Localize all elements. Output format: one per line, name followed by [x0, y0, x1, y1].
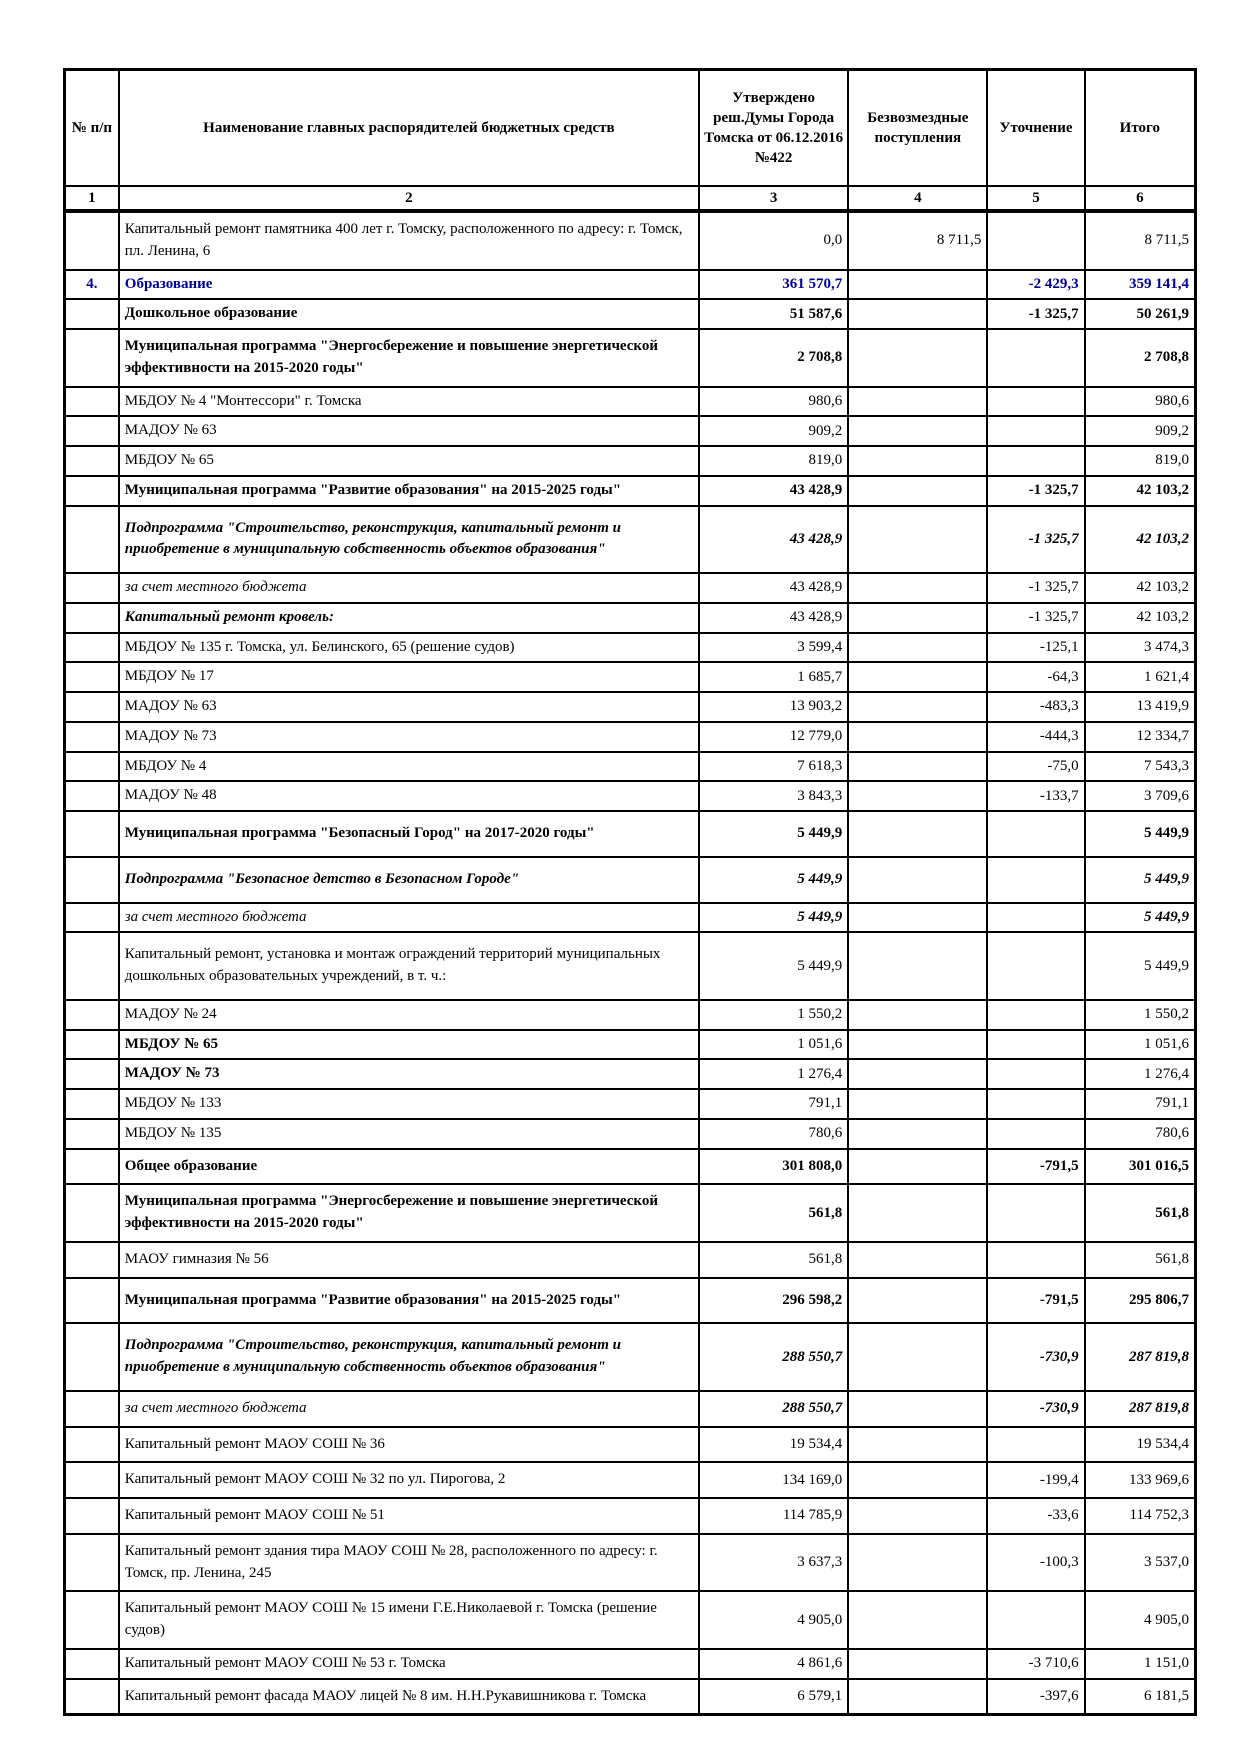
row-name-cell: Капитальный ремонт, установка и монтаж ограждений территорий муниципальных дошкольных образовательных учреждений, в т. ч.: [119, 932, 699, 1000]
table-row [65, 387, 1196, 417]
adjustment-value-cell [987, 416, 1084, 446]
total-value-cell: 1 621,4 [1085, 662, 1196, 692]
row-number-cell [65, 1679, 119, 1715]
adjustment-value-cell: -1 325,7 [987, 506, 1084, 574]
row-number-cell [65, 416, 119, 446]
total-value-cell: 1 276,4 [1085, 1059, 1196, 1089]
header-col-adjustment: Уточнение [987, 70, 1084, 187]
total-value-cell: 114 752,3 [1085, 1498, 1196, 1534]
gratuitous-value-cell [848, 692, 987, 722]
approved-value-cell: 6 579,1 [699, 1679, 848, 1715]
row-number-cell [65, 1089, 119, 1119]
approved-value-cell: 43 428,9 [699, 506, 848, 574]
total-value-cell: 42 103,2 [1085, 476, 1196, 506]
approved-value-cell: 3 599,4 [699, 633, 848, 663]
gratuitous-value-cell [848, 722, 987, 752]
table-row [65, 857, 1196, 903]
approved-value-cell: 1 685,7 [699, 662, 848, 692]
table-row [65, 1000, 1196, 1030]
approved-value-cell: 2 708,8 [699, 329, 848, 387]
gratuitous-value-cell: 8 711,5 [848, 211, 987, 270]
column-number-2: 2 [119, 186, 699, 211]
table-row [65, 903, 1196, 933]
total-value-cell: 50 261,9 [1085, 299, 1196, 329]
gratuitous-value-cell [848, 1000, 987, 1030]
table-row [65, 446, 1196, 476]
adjustment-value-cell [987, 211, 1084, 270]
total-value-cell: 7 543,3 [1085, 752, 1196, 782]
row-number-cell [65, 1427, 119, 1463]
row-name-cell: Капитальный ремонт МАОУ СОШ № 32 по ул. Пирогова, 2 [119, 1462, 699, 1498]
adjustment-value-cell [987, 1119, 1084, 1149]
adjustment-value-cell [987, 1591, 1084, 1649]
table-row [65, 603, 1196, 633]
approved-value-cell: 288 550,7 [699, 1323, 848, 1391]
total-value-cell: 561,8 [1085, 1242, 1196, 1278]
gratuitous-value-cell [848, 1391, 987, 1427]
table-row [65, 573, 1196, 603]
row-number-cell [65, 476, 119, 506]
row-name-cell: МБДОУ № 135 [119, 1119, 699, 1149]
table-row [65, 329, 1196, 387]
approved-value-cell: 114 785,9 [699, 1498, 848, 1534]
adjustment-value-cell [987, 329, 1084, 387]
gratuitous-value-cell [848, 1591, 987, 1649]
total-value-cell: 1 051,6 [1085, 1030, 1196, 1060]
header-col-total: Итого [1085, 70, 1196, 187]
row-name-cell: Муниципальная программа "Энергосбережение и повышение энергетической эффективности на 2015-2020 годы" [119, 329, 699, 387]
adjustment-value-cell [987, 903, 1084, 933]
row-number-cell [65, 662, 119, 692]
column-number-4: 4 [848, 186, 987, 211]
column-number-6: 6 [1085, 186, 1196, 211]
table-row [65, 1059, 1196, 1089]
adjustment-value-cell: -33,6 [987, 1498, 1084, 1534]
gratuitous-value-cell [848, 752, 987, 782]
approved-value-cell: 301 808,0 [699, 1149, 848, 1185]
header-col-number: № п/п [65, 70, 119, 187]
gratuitous-value-cell [848, 1679, 987, 1715]
row-name-cell: Общее образование [119, 1149, 699, 1185]
total-value-cell: 42 103,2 [1085, 506, 1196, 574]
total-value-cell: 8 711,5 [1085, 211, 1196, 270]
row-number-cell [65, 1498, 119, 1534]
row-number-cell: 4. [65, 270, 119, 300]
gratuitous-value-cell [848, 903, 987, 933]
table-row [65, 722, 1196, 752]
adjustment-value-cell: -397,6 [987, 1679, 1084, 1715]
total-value-cell: 19 534,4 [1085, 1427, 1196, 1463]
total-value-cell: 287 819,8 [1085, 1391, 1196, 1427]
row-name-cell: Капитальный ремонт фасада МАОУ лицей № 8 им. Н.Н.Рукавишникова г. Томска [119, 1679, 699, 1715]
row-number-cell [65, 573, 119, 603]
table-body [65, 211, 1196, 1715]
approved-value-cell: 134 169,0 [699, 1462, 848, 1498]
table-row [65, 416, 1196, 446]
approved-value-cell: 0,0 [699, 211, 848, 270]
approved-value-cell: 288 550,7 [699, 1391, 848, 1427]
adjustment-value-cell [987, 446, 1084, 476]
column-number-3: 3 [699, 186, 848, 211]
gratuitous-value-cell [848, 1534, 987, 1592]
adjustment-value-cell [987, 1089, 1084, 1119]
total-value-cell: 301 016,5 [1085, 1149, 1196, 1185]
approved-value-cell: 780,6 [699, 1119, 848, 1149]
approved-value-cell: 561,8 [699, 1184, 848, 1242]
gratuitous-value-cell [848, 299, 987, 329]
approved-value-cell: 791,1 [699, 1089, 848, 1119]
row-name-cell: Образование [119, 270, 699, 300]
total-value-cell: 1 151,0 [1085, 1649, 1196, 1679]
row-number-cell [65, 633, 119, 663]
approved-value-cell: 819,0 [699, 446, 848, 476]
adjustment-value-cell [987, 811, 1084, 857]
table-row [65, 1427, 1196, 1463]
row-name-cell: за счет местного бюджета [119, 903, 699, 933]
table-row [65, 1323, 1196, 1391]
adjustment-value-cell: -125,1 [987, 633, 1084, 663]
gratuitous-value-cell [848, 1649, 987, 1679]
table-row [65, 1184, 1196, 1242]
row-number-cell [65, 1323, 119, 1391]
row-number-cell [65, 1030, 119, 1060]
gratuitous-value-cell [848, 1462, 987, 1498]
gratuitous-value-cell [848, 270, 987, 300]
gratuitous-value-cell [848, 857, 987, 903]
gratuitous-value-cell [848, 476, 987, 506]
row-name-cell: Дошкольное образование [119, 299, 699, 329]
header-row [65, 70, 1196, 187]
approved-value-cell: 909,2 [699, 416, 848, 446]
row-name-cell: МАДОУ № 63 [119, 692, 699, 722]
adjustment-value-cell: -2 429,3 [987, 270, 1084, 300]
table-row [65, 1649, 1196, 1679]
row-name-cell: МАДОУ № 63 [119, 416, 699, 446]
table-row [65, 633, 1196, 663]
row-number-cell [65, 932, 119, 1000]
total-value-cell: 295 806,7 [1085, 1278, 1196, 1324]
row-name-cell: МБДОУ № 135 г. Томска, ул. Белинского, 65 (решение судов) [119, 633, 699, 663]
table-row [65, 270, 1196, 300]
total-value-cell: 4 905,0 [1085, 1591, 1196, 1649]
adjustment-value-cell: -791,5 [987, 1149, 1084, 1185]
gratuitous-value-cell [848, 811, 987, 857]
approved-value-cell: 5 449,9 [699, 857, 848, 903]
gratuitous-value-cell [848, 506, 987, 574]
total-value-cell: 1 550,2 [1085, 1000, 1196, 1030]
adjustment-value-cell [987, 1427, 1084, 1463]
approved-value-cell: 3 843,3 [699, 781, 848, 811]
row-name-cell: Капитальный ремонт кровель: [119, 603, 699, 633]
table-row [65, 1030, 1196, 1060]
row-name-cell: Муниципальная программа "Энергосбережение и повышение энергетической эффективности на 2015-2020 годы" [119, 1184, 699, 1242]
approved-value-cell: 19 534,4 [699, 1427, 848, 1463]
total-value-cell: 791,1 [1085, 1089, 1196, 1119]
total-value-cell: 3 709,6 [1085, 781, 1196, 811]
total-value-cell: 133 969,6 [1085, 1462, 1196, 1498]
row-name-cell: МАДОУ № 73 [119, 722, 699, 752]
adjustment-value-cell: -133,7 [987, 781, 1084, 811]
row-name-cell: Капитальный ремонт памятника 400 лет г. Томску, расположенного по адресу: г. Томск, пл. Ленина, 6 [119, 211, 699, 270]
row-name-cell: МБДОУ № 4 [119, 752, 699, 782]
row-name-cell: Подпрограмма "Строительство, реконструкция, капитальный ремонт и приобретение в муниципальную собственность объектов образования" [119, 506, 699, 574]
adjustment-value-cell: -1 325,7 [987, 573, 1084, 603]
total-value-cell: 780,6 [1085, 1119, 1196, 1149]
row-number-cell [65, 446, 119, 476]
row-number-cell [65, 1242, 119, 1278]
approved-value-cell: 43 428,9 [699, 573, 848, 603]
table-row [65, 1679, 1196, 1715]
gratuitous-value-cell [848, 603, 987, 633]
table-row [65, 1089, 1196, 1119]
approved-value-cell: 13 903,2 [699, 692, 848, 722]
table-row [65, 781, 1196, 811]
approved-value-cell: 980,6 [699, 387, 848, 417]
approved-value-cell: 51 587,6 [699, 299, 848, 329]
total-value-cell: 2 708,8 [1085, 329, 1196, 387]
table-row [65, 692, 1196, 722]
total-value-cell: 12 334,7 [1085, 722, 1196, 752]
adjustment-value-cell: -1 325,7 [987, 603, 1084, 633]
total-value-cell: 3 474,3 [1085, 633, 1196, 663]
adjustment-value-cell [987, 1059, 1084, 1089]
gratuitous-value-cell [848, 1427, 987, 1463]
gratuitous-value-cell [848, 662, 987, 692]
approved-value-cell: 43 428,9 [699, 476, 848, 506]
total-value-cell: 42 103,2 [1085, 573, 1196, 603]
row-number-cell [65, 1534, 119, 1592]
row-number-cell [65, 1000, 119, 1030]
row-name-cell: Подпрограмма "Безопасное детство в Безопасном Городе" [119, 857, 699, 903]
row-number-cell [65, 692, 119, 722]
adjustment-value-cell: -1 325,7 [987, 476, 1084, 506]
table-row [65, 1242, 1196, 1278]
approved-value-cell: 1 276,4 [699, 1059, 848, 1089]
row-name-cell: МАДОУ № 48 [119, 781, 699, 811]
gratuitous-value-cell [848, 416, 987, 446]
adjustment-value-cell [987, 932, 1084, 1000]
approved-value-cell: 561,8 [699, 1242, 848, 1278]
gratuitous-value-cell [848, 329, 987, 387]
approved-value-cell: 12 779,0 [699, 722, 848, 752]
gratuitous-value-cell [848, 932, 987, 1000]
gratuitous-value-cell [848, 1030, 987, 1060]
row-number-cell [65, 781, 119, 811]
table-row [65, 1534, 1196, 1592]
adjustment-value-cell [987, 1030, 1084, 1060]
header-col-name: Наименование главных распорядителей бюджетных средств [119, 70, 699, 187]
adjustment-value-cell: -1 325,7 [987, 299, 1084, 329]
total-value-cell: 42 103,2 [1085, 603, 1196, 633]
table-row [65, 211, 1196, 270]
row-number-cell [65, 1278, 119, 1324]
gratuitous-value-cell [848, 1089, 987, 1119]
column-number-1: 1 [65, 186, 119, 211]
total-value-cell: 6 181,5 [1085, 1679, 1196, 1715]
total-value-cell: 819,0 [1085, 446, 1196, 476]
row-number-cell [65, 811, 119, 857]
total-value-cell: 561,8 [1085, 1184, 1196, 1242]
row-name-cell: за счет местного бюджета [119, 1391, 699, 1427]
row-number-cell [65, 1184, 119, 1242]
row-name-cell: Капитальный ремонт здания тира МАОУ СОШ № 28, расположенного по адресу: г. Томск, пр. Ленина, 245 [119, 1534, 699, 1592]
row-number-cell [65, 722, 119, 752]
approved-value-cell: 1 550,2 [699, 1000, 848, 1030]
total-value-cell: 13 419,9 [1085, 692, 1196, 722]
approved-value-cell: 4 905,0 [699, 1591, 848, 1649]
table-row [65, 1278, 1196, 1324]
table-row [65, 1591, 1196, 1649]
row-number-cell [65, 1119, 119, 1149]
gratuitous-value-cell [848, 573, 987, 603]
row-name-cell: за счет местного бюджета [119, 573, 699, 603]
row-number-cell [65, 506, 119, 574]
adjustment-value-cell: -444,3 [987, 722, 1084, 752]
adjustment-value-cell: -483,3 [987, 692, 1084, 722]
row-name-cell: МБДОУ № 17 [119, 662, 699, 692]
row-number-cell [65, 1059, 119, 1089]
gratuitous-value-cell [848, 446, 987, 476]
approved-value-cell: 4 861,6 [699, 1649, 848, 1679]
adjustment-value-cell [987, 1184, 1084, 1242]
adjustment-value-cell [987, 387, 1084, 417]
column-numbers-row [65, 186, 1196, 211]
row-name-cell: Муниципальная программа "Безопасный Город" на 2017-2020 годы" [119, 811, 699, 857]
row-name-cell: МАДОУ № 24 [119, 1000, 699, 1030]
row-number-cell [65, 903, 119, 933]
adjustment-value-cell: -199,4 [987, 1462, 1084, 1498]
row-number-cell [65, 329, 119, 387]
gratuitous-value-cell [848, 387, 987, 417]
row-number-cell [65, 603, 119, 633]
row-name-cell: МБДОУ № 4 "Монтессори" г. Томска [119, 387, 699, 417]
row-number-cell [65, 752, 119, 782]
row-name-cell: Капитальный ремонт МАОУ СОШ № 15 имени Г.Е.Николаевой г. Томска (решение судов) [119, 1591, 699, 1649]
approved-value-cell: 5 449,9 [699, 903, 848, 933]
total-value-cell: 909,2 [1085, 416, 1196, 446]
adjustment-value-cell: -75,0 [987, 752, 1084, 782]
column-number-5: 5 [987, 186, 1084, 211]
gratuitous-value-cell [848, 1242, 987, 1278]
budget-table [63, 68, 1197, 1716]
approved-value-cell: 3 637,3 [699, 1534, 848, 1592]
gratuitous-value-cell [848, 633, 987, 663]
gratuitous-value-cell [848, 1498, 987, 1534]
row-name-cell: МАДОУ № 73 [119, 1059, 699, 1089]
row-number-cell [65, 1391, 119, 1427]
row-name-cell: МБДОУ № 65 [119, 446, 699, 476]
total-value-cell: 359 141,4 [1085, 270, 1196, 300]
adjustment-value-cell [987, 857, 1084, 903]
adjustment-value-cell: -100,3 [987, 1534, 1084, 1592]
row-number-cell [65, 857, 119, 903]
table-row [65, 932, 1196, 1000]
adjustment-value-cell: -64,3 [987, 662, 1084, 692]
row-name-cell: Капитальный ремонт МАОУ СОШ № 51 [119, 1498, 699, 1534]
gratuitous-value-cell [848, 1149, 987, 1185]
total-value-cell: 5 449,9 [1085, 811, 1196, 857]
approved-value-cell: 296 598,2 [699, 1278, 848, 1324]
row-number-cell [65, 1591, 119, 1649]
table-row [65, 1119, 1196, 1149]
gratuitous-value-cell [848, 1323, 987, 1391]
adjustment-value-cell [987, 1000, 1084, 1030]
row-name-cell: Муниципальная программа "Развитие образования" на 2015-2025 годы" [119, 1278, 699, 1324]
gratuitous-value-cell [848, 1184, 987, 1242]
row-number-cell [65, 1149, 119, 1185]
total-value-cell: 5 449,9 [1085, 903, 1196, 933]
approved-value-cell: 7 618,3 [699, 752, 848, 782]
row-name-cell: Капитальный ремонт МАОУ СОШ № 53 г. Томска [119, 1649, 699, 1679]
table-row [65, 506, 1196, 574]
approved-value-cell: 5 449,9 [699, 811, 848, 857]
adjustment-value-cell: -3 710,6 [987, 1649, 1084, 1679]
approved-value-cell: 1 051,6 [699, 1030, 848, 1060]
row-name-cell: МАОУ гимназия № 56 [119, 1242, 699, 1278]
total-value-cell: 5 449,9 [1085, 932, 1196, 1000]
row-name-cell: Подпрограмма "Строительство, реконструкция, капитальный ремонт и приобретение в муниципальную собственность объектов образования" [119, 1323, 699, 1391]
adjustment-value-cell: -730,9 [987, 1323, 1084, 1391]
row-name-cell: МБДОУ № 65 [119, 1030, 699, 1060]
row-number-cell [65, 211, 119, 270]
total-value-cell: 287 819,8 [1085, 1323, 1196, 1391]
approved-value-cell: 5 449,9 [699, 932, 848, 1000]
total-value-cell: 3 537,0 [1085, 1534, 1196, 1592]
adjustment-value-cell [987, 1242, 1084, 1278]
table-row [65, 476, 1196, 506]
table-row [65, 662, 1196, 692]
table-row [65, 1391, 1196, 1427]
table-row [65, 752, 1196, 782]
row-number-cell [65, 1649, 119, 1679]
header-col-approved: Утверждено реш.Думы Города Томска от 06.12.2016 №422 [699, 70, 848, 187]
total-value-cell: 980,6 [1085, 387, 1196, 417]
table-row [65, 299, 1196, 329]
row-number-cell [65, 299, 119, 329]
table-row [65, 1149, 1196, 1185]
header-col-gratuitous: Безвозмездные поступления [848, 70, 987, 187]
row-name-cell: Муниципальная программа "Развитие образования" на 2015-2025 годы" [119, 476, 699, 506]
total-value-cell: 5 449,9 [1085, 857, 1196, 903]
row-number-cell [65, 1462, 119, 1498]
gratuitous-value-cell [848, 781, 987, 811]
row-name-cell: МБДОУ № 133 [119, 1089, 699, 1119]
gratuitous-value-cell [848, 1059, 987, 1089]
row-number-cell [65, 387, 119, 417]
approved-value-cell: 43 428,9 [699, 603, 848, 633]
row-name-cell: Капитальный ремонт МАОУ СОШ № 36 [119, 1427, 699, 1463]
approved-value-cell: 361 570,7 [699, 270, 848, 300]
gratuitous-value-cell [848, 1278, 987, 1324]
gratuitous-value-cell [848, 1119, 987, 1149]
table-row [65, 1498, 1196, 1534]
table-row [65, 1462, 1196, 1498]
table-row [65, 811, 1196, 857]
adjustment-value-cell: -730,9 [987, 1391, 1084, 1427]
adjustment-value-cell: -791,5 [987, 1278, 1084, 1324]
